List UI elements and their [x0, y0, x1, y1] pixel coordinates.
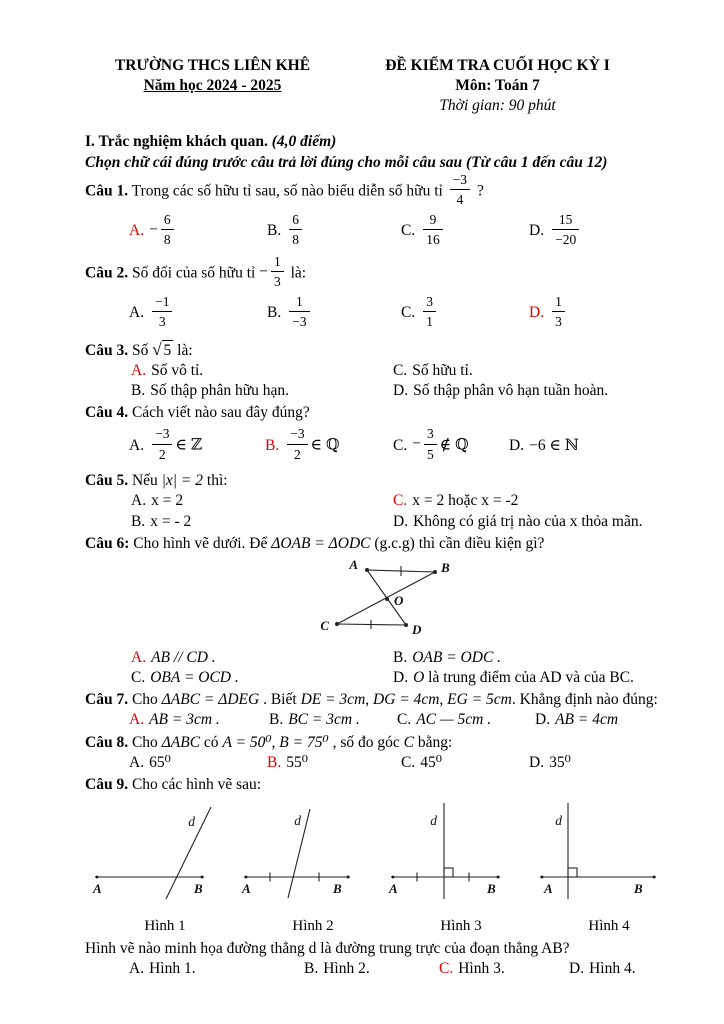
option-text: BC = 3cm . [288, 711, 360, 729]
question-6-options-row-2 [85, 668, 676, 688]
point-label-b: B [634, 880, 643, 896]
line-d-label: d [555, 812, 562, 828]
question-6-text-end: (g.c.g) thì cần điều kiện gì? [370, 534, 545, 552]
option-9d [569, 959, 676, 979]
question-7-options [85, 710, 676, 730]
fraction-numerator: −3 [452, 171, 468, 187]
question-6-label: Câu 6: [85, 534, 130, 552]
section-title-line [85, 132, 676, 152]
option-letter: A. [129, 711, 145, 729]
option-letter: C. [401, 222, 416, 240]
question-9-stem [85, 775, 676, 795]
option-text: Số thập phân hữu hạn. [150, 381, 290, 399]
fraction [287, 427, 307, 461]
fraction [423, 213, 443, 247]
option-text: x = 2 [151, 492, 184, 510]
question-3-label: Câu 3. [85, 341, 129, 359]
option-2b [267, 293, 401, 331]
figure-4-caption: Hình 4 [588, 918, 630, 935]
option-letter: A. [129, 304, 145, 322]
fraction-denominator: 4 [450, 189, 470, 207]
option-letter: C. [393, 361, 408, 379]
option-3a [131, 361, 393, 381]
point-label-a: A [93, 880, 102, 896]
option-letter: C. [131, 669, 146, 687]
option-letter: C. [397, 711, 412, 729]
fraction-numerator: 9 [429, 211, 437, 227]
option-text: 35⁰ [549, 753, 571, 771]
triangle-equality: ΔOAB = ΔODC [271, 534, 371, 552]
question-2-options [85, 291, 676, 337]
option-5a [131, 491, 393, 511]
fraction-denominator: 2 [152, 444, 172, 462]
fraction [289, 295, 309, 329]
option-letter: A. [129, 436, 145, 454]
option-4c [393, 426, 509, 463]
option-text: OBA = OCD . [150, 669, 239, 687]
figure-2 [239, 799, 387, 937]
option-text: Hình 4. [589, 959, 636, 977]
option-text: AB = 3cm . [149, 711, 220, 729]
given-angles: A = 50⁰, B = 75⁰ [222, 733, 329, 751]
option-text: 55⁰ [286, 753, 308, 771]
fraction [552, 213, 579, 247]
fraction-denominator: 8 [289, 229, 302, 247]
fraction [152, 427, 172, 461]
option-letter: B. [267, 304, 282, 322]
fraction-denominator: 3 [271, 271, 284, 289]
option-5d [393, 512, 676, 532]
question-6-options-row-1 [85, 648, 676, 668]
question-4-stem [85, 403, 676, 423]
fraction-denominator: 1 [423, 311, 436, 329]
option-letter: C. [393, 436, 408, 454]
option-text: −6 ∈ ℕ [529, 437, 579, 455]
option-2a [129, 293, 267, 331]
question-1-stem [85, 171, 676, 209]
point-label-a: A [349, 556, 358, 572]
fraction-denominator: 5 [424, 444, 437, 462]
option-7d [535, 710, 676, 730]
fraction-numerator: 6 [292, 211, 299, 227]
option-letter: D. [529, 304, 545, 322]
option-letter: D. [393, 669, 409, 687]
option-letter: C. [393, 492, 408, 510]
option-text: AC — 5cm . [416, 711, 492, 729]
option-text: Số thập phân vô hạn tuần hoàn. [413, 381, 609, 399]
question-3-options-row-1 [85, 361, 676, 381]
fraction-denominator: 8 [161, 229, 174, 247]
option-text: Số hữu tỉ. [412, 361, 473, 379]
line-through-segment-figure-1 [91, 799, 239, 911]
question-5-label: Câu 5. [85, 472, 129, 490]
fraction-denominator: 2 [287, 444, 307, 462]
option-letter: B. [131, 381, 146, 399]
triangles-crossing-figure [310, 556, 485, 642]
figure-3-caption: Hình 3 [440, 918, 482, 935]
question-2-stem [85, 253, 676, 291]
fraction-denominator: −3 [289, 311, 309, 329]
angle-c: C [403, 733, 414, 751]
option-text: Hình 2. [323, 959, 370, 977]
option-2d [529, 293, 676, 331]
minus-sign: − [149, 220, 158, 238]
option-5c [393, 491, 676, 511]
point-label-a: A [389, 880, 398, 896]
fraction-denominator: 16 [423, 229, 443, 247]
option-letter: D. [529, 753, 545, 771]
question-8-text: Cho [128, 733, 162, 751]
question-9-options [85, 959, 676, 979]
fraction-numerator: −3 [155, 426, 170, 442]
question-5-options-row-2 [85, 512, 676, 532]
question-4-label: Câu 4. [85, 404, 129, 422]
question-8-text-end: bằng: [413, 733, 453, 751]
option-6b [393, 648, 676, 668]
fraction-numerator: 1 [273, 253, 281, 269]
question-9-figures [91, 799, 670, 937]
option-2c [401, 293, 529, 331]
abs-value-expression: |x| = 2 [161, 472, 204, 490]
fraction [152, 295, 172, 329]
line-through-midpoint-figure-2 [239, 799, 387, 911]
option-letter: D. [509, 437, 525, 455]
question-7-text-end: . Khẳng định nào đúng: [511, 691, 658, 709]
option-letter: C. [401, 304, 416, 322]
figure-4 [535, 799, 683, 937]
question-7-label: Câu 7. [85, 691, 129, 709]
option-3d [393, 381, 676, 401]
option-8a [129, 753, 267, 773]
option-text: AB = 4cm [555, 711, 619, 729]
option-letter: A. [129, 222, 145, 240]
question-2-text-end: là: [286, 264, 307, 282]
fraction [423, 295, 436, 329]
option-text: 45⁰ [420, 753, 442, 771]
option-letter: B. [393, 648, 408, 666]
question-2-label: Câu 2. [85, 264, 129, 282]
question-1-label: Câu 1. [85, 182, 129, 200]
option-letter: D. [393, 381, 409, 399]
fraction [450, 173, 470, 207]
set-membership: ∉ ℚ [439, 436, 469, 454]
exam-body [85, 132, 676, 978]
question-2-text: Số đối của số hữu tỉ [128, 264, 260, 282]
question-5-text-end: thì: [203, 472, 228, 490]
point-label-a: A [242, 880, 251, 896]
fraction [552, 295, 565, 329]
fraction-numerator: −1 [155, 293, 170, 309]
question-9-label: Câu 9. [85, 775, 129, 793]
point-label-b: B [333, 880, 342, 896]
option-9b [304, 959, 439, 979]
perpendicular-line-figure-4 [535, 799, 683, 911]
option-letter: C. [439, 959, 454, 977]
option-letter: A. [131, 648, 147, 666]
fraction-numerator: 3 [426, 293, 433, 309]
line-d-label: d [294, 812, 301, 828]
option-4d [509, 436, 676, 456]
option-math: O [413, 669, 425, 687]
question-1-text: Trong các số hữu tỉ sau, số nào biểu diễn số hữu tỉ [128, 182, 447, 200]
fraction-denominator: 3 [552, 311, 565, 329]
fraction-numerator: 15 [558, 211, 573, 227]
option-letter: A. [129, 959, 145, 977]
option-text: 65⁰ [149, 753, 171, 771]
triangle-equality: ΔABC = ΔDEG [161, 691, 260, 709]
figure-1 [91, 799, 239, 937]
point-label-a: A [544, 880, 553, 896]
line-d-label: d [188, 813, 195, 829]
triangle-name: ΔABC [161, 733, 201, 751]
option-letter: B. [269, 711, 284, 729]
fraction-numerator: 1 [296, 293, 303, 309]
fraction [289, 213, 302, 247]
section-points: (4,0 điểm) [267, 133, 337, 151]
question-5-text: Nếu [128, 472, 162, 490]
question-9-prompt: Hình vẽ nào minh họa đường thẳng d là đường trung trực của đoạn thẳng AB? [85, 939, 570, 957]
question-8-text-2: có [200, 733, 223, 751]
option-7a [129, 710, 269, 730]
option-letter: D. [393, 512, 409, 530]
fraction-denominator: 3 [152, 311, 172, 329]
option-text: là trung điểm của AD và của BC. [424, 669, 634, 687]
given-lengths: DE = 3cm, DG = 4cm, EG = 5cm [300, 691, 512, 709]
option-5b [131, 512, 393, 532]
question-9-text: Cho các hình vẽ sau: [128, 775, 262, 793]
option-8c [401, 753, 529, 773]
option-letter: C. [401, 753, 416, 771]
option-1a [129, 211, 267, 249]
question-7-stem [85, 690, 676, 710]
option-6c [131, 668, 393, 688]
option-letter: B. [267, 222, 282, 240]
option-1d [529, 211, 676, 249]
option-text: Hình 3. [458, 959, 505, 977]
minus-sign: − [412, 435, 421, 453]
fraction [424, 427, 437, 461]
option-6a [131, 648, 393, 668]
question-7-text: Cho [128, 691, 162, 709]
option-1b [267, 211, 401, 249]
school-year: Năm học 2024 - 2025 [143, 77, 282, 95]
question-1-options [85, 209, 676, 255]
fraction-denominator: −20 [552, 229, 579, 247]
option-letter: B. [304, 959, 319, 977]
fraction-numerator: 3 [426, 426, 434, 442]
option-letter: A. [131, 361, 147, 379]
option-letter: D. [569, 959, 585, 977]
option-8d [529, 753, 676, 773]
option-letter: A. [129, 753, 145, 771]
point-label-b: B [441, 559, 450, 575]
option-text: x = 2 hoặc x = -2 [412, 492, 519, 510]
exam-title: ĐỀ KIỂM TRA CUỐI HỌC KỲ I [385, 57, 610, 74]
option-text: AB // CD . [151, 648, 216, 666]
question-3-stem [85, 339, 676, 361]
option-4a [129, 426, 265, 463]
option-8b [267, 753, 401, 773]
question-8-options [85, 753, 676, 773]
option-text: Số vô tỉ. [151, 361, 204, 379]
question-6-figure [310, 556, 676, 648]
section-instruction: Chọn chữ cái đúng trước câu trả lời đúng cho mỗi câu sau (Từ câu 1 đến câu 12) [85, 153, 608, 171]
question-5-stem [85, 471, 676, 491]
fraction [271, 255, 284, 289]
point-label-b: B [194, 880, 203, 896]
figure-2-caption: Hình 2 [292, 918, 334, 935]
option-9a [129, 959, 304, 979]
option-6d [393, 668, 676, 688]
point-label-o: O [394, 592, 404, 608]
option-3c [393, 361, 676, 381]
header-left-column [95, 56, 330, 116]
fraction [161, 213, 174, 247]
minus-sign: − [259, 262, 268, 280]
option-1c [401, 211, 529, 249]
fraction-numerator: 6 [163, 211, 171, 227]
option-3b [131, 381, 393, 401]
option-text: x = - 2 [150, 512, 192, 530]
exam-duration: Thời gian: 90 phút [439, 97, 556, 115]
section-title: I. Trắc nghiệm khách quan. [85, 133, 268, 151]
figure-3 [387, 799, 535, 937]
line-d-label: d [430, 812, 437, 828]
sqrt-symbol: √ [152, 339, 162, 359]
point-label-c: C [320, 617, 329, 633]
option-letter: B. [265, 436, 280, 454]
question-8-label: Câu 8. [85, 733, 129, 751]
option-letter: D. [529, 222, 545, 240]
fraction-numerator: 1 [555, 293, 562, 309]
question-4-options [85, 423, 676, 469]
sqrt-value: 5 [163, 341, 172, 359]
question-8-text-3: , số đo góc [328, 733, 404, 751]
option-text: Hình 1. [149, 959, 196, 977]
option-7b [269, 710, 397, 730]
exam-subject: Môn: Toán 7 [455, 77, 540, 95]
question-3-text: Số [128, 341, 153, 359]
figure-1-caption: Hình 1 [144, 918, 186, 935]
question-6-text: Cho hình vẽ dưới. Để [129, 534, 272, 552]
school-name: TRƯỜNG THCS LIÊN KHÊ [114, 57, 311, 74]
header-right-column [370, 56, 625, 116]
fraction-numerator: −3 [290, 426, 305, 442]
point-label-d: D [412, 621, 422, 637]
question-8-stem [85, 733, 676, 753]
question-6-stem [85, 534, 676, 554]
option-4b [265, 426, 393, 463]
set-membership: ∈ ℚ [310, 436, 340, 454]
question-7-text-mid: . Biết [259, 691, 301, 709]
option-9c [439, 959, 569, 979]
point-label-b: B [487, 880, 496, 896]
set-membership: ∈ ℤ [175, 436, 203, 454]
question-3-text-end: là: [173, 341, 193, 359]
question-5-options-row-1 [85, 491, 676, 511]
option-7c [397, 710, 535, 730]
option-text: Không có giá trị nào của x thỏa mãn. [413, 512, 643, 530]
perpendicular-bisector-figure-3 [387, 799, 535, 911]
question-4-text: Cách viết nào sau đây đúng? [128, 404, 310, 422]
option-letter: B. [131, 512, 146, 530]
option-letter: B. [267, 753, 282, 771]
question-1-text-end: ? [473, 182, 484, 200]
option-letter: D. [535, 711, 551, 729]
option-letter: A. [131, 492, 147, 510]
exam-header [0, 56, 696, 116]
question-3-options-row-2 [85, 381, 676, 401]
option-text: OAB = ODC . [412, 648, 502, 666]
